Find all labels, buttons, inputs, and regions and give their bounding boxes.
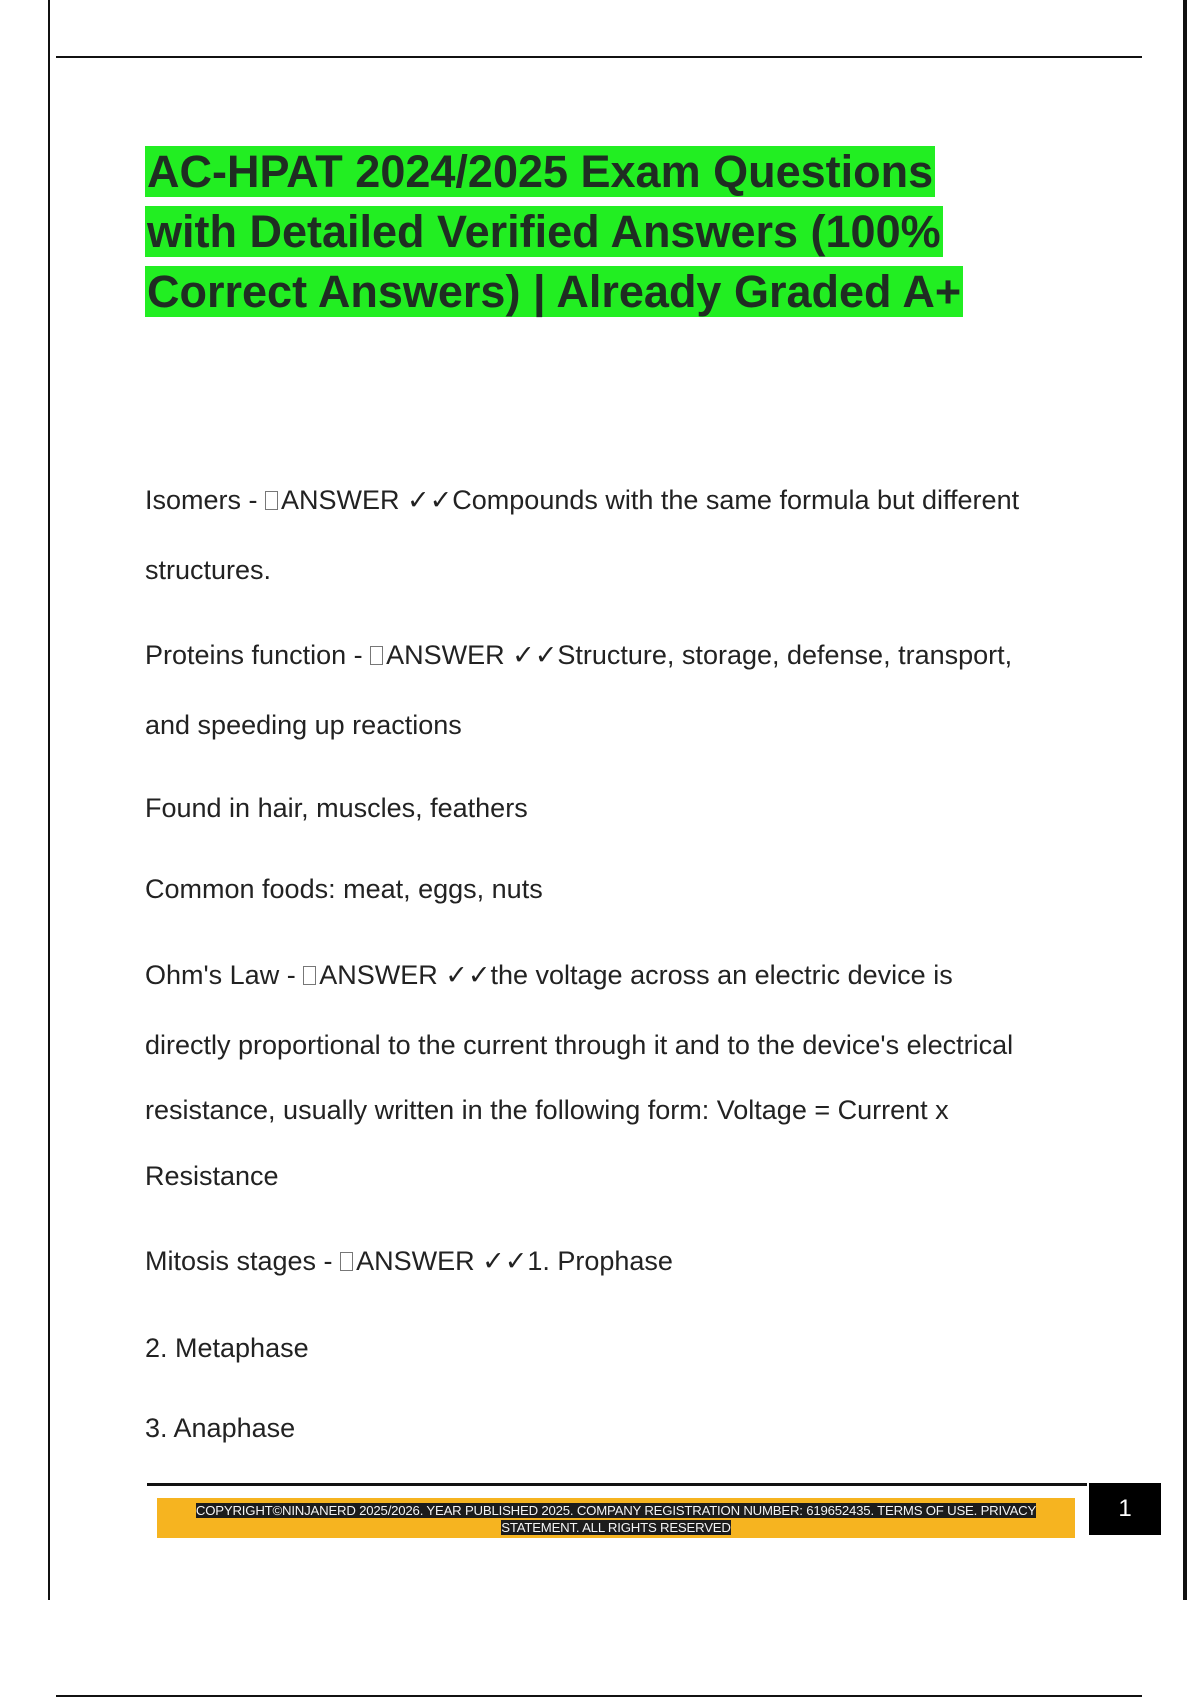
question-term: Mitosis stages - (145, 1246, 341, 1276)
title-line-1: AC-HPAT 2024/2025 Exam Questions (147, 146, 934, 197)
document-title (145, 142, 1045, 322)
answer-marker: ANSWER ✓✓ (319, 960, 491, 990)
answer-marker: ANSWER ✓✓ (356, 1246, 528, 1276)
page-border-left (48, 0, 50, 1600)
qa-ohms-law-cont-3: Resistance (145, 1161, 279, 1191)
qa-isomers-cont: structures. (145, 555, 272, 585)
page-border-right (1183, 0, 1187, 1600)
footer-rule (147, 1483, 1087, 1486)
answer-text: the voltage across an electric device is (490, 960, 953, 990)
page-number: 1 (1089, 1483, 1161, 1535)
answer-text: Structure, storage, defense, transport, (557, 640, 1013, 670)
answer-box-icon (370, 646, 383, 665)
answer-box-icon (340, 1252, 353, 1271)
qa-isomers (145, 485, 1085, 515)
qa-mitosis (145, 1246, 1085, 1276)
copyright-notice (172, 1502, 1060, 1536)
qa-proteins (145, 640, 1085, 670)
answer-box-icon (265, 491, 278, 510)
title-line-2: with Detailed Verified Answers (100% (147, 206, 941, 257)
question-term: Isomers - (145, 485, 266, 515)
next-page-rule (56, 1695, 1142, 1697)
qa-ohms-law-cont-1: directly proportional to the current through it and to the device's electrical (145, 1030, 1014, 1060)
question-term: Proteins function - (145, 640, 371, 670)
text-found-in: Found in hair, muscles, feathers (145, 793, 528, 823)
answer-box-icon (303, 966, 316, 985)
text-metaphase: 2. Metaphase (145, 1333, 309, 1363)
answer-text: Compounds with the same formula but different (452, 485, 1020, 515)
title-line-3: Correct Answers) | Already Graded A+ (147, 266, 962, 317)
header-rule (56, 56, 1142, 58)
qa-proteins-cont: and speeding up reactions (145, 710, 462, 740)
copyright-line-2: STATEMENT. ALL RIGHTS RESERVED (501, 1520, 731, 1535)
copyright-line-1: COPYRIGHT©NINJANERD 2025/2026. YEAR PUBLISHED 2025. COMPANY REGISTRATION NUMBER: 619652435. TERMS OF USE. PRIVACY (195, 1503, 1037, 1518)
text-common-foods: Common foods: meat, eggs, nuts (145, 874, 543, 904)
question-term: Ohm's Law - (145, 960, 304, 990)
qa-ohms-law (145, 960, 1085, 990)
answer-text: 1. Prophase (527, 1246, 673, 1276)
answer-marker: ANSWER ✓✓ (386, 640, 558, 670)
answer-marker: ANSWER ✓✓ (281, 485, 453, 515)
qa-ohms-law-cont-2: resistance, usually written in the following form: Voltage = Current x (145, 1095, 949, 1125)
text-anaphase: 3. Anaphase (145, 1413, 296, 1443)
